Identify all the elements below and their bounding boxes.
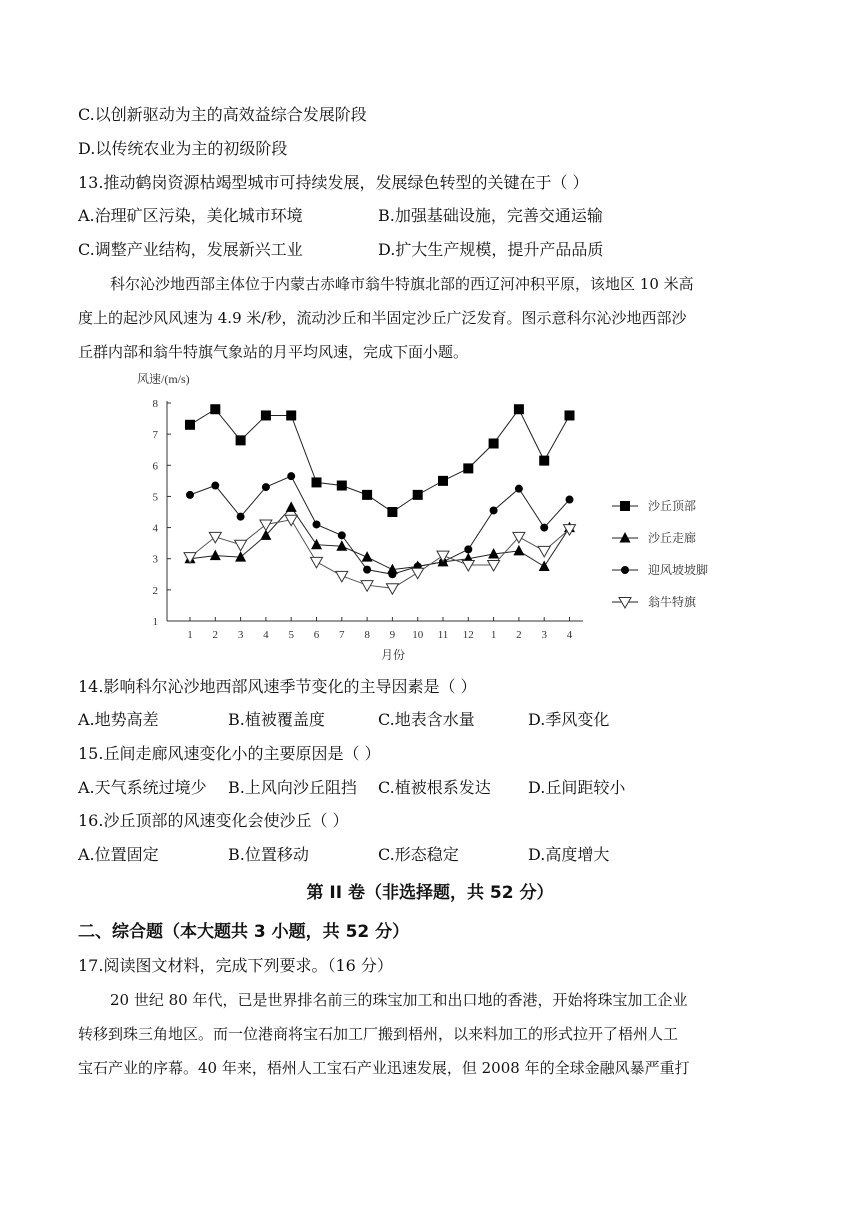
series-1-point xyxy=(210,404,220,414)
x-tick-label: 1 xyxy=(187,629,193,641)
q13-option-d: D.扩大生产规模，提升产品品质 xyxy=(378,240,604,259)
series-3-point xyxy=(313,520,321,528)
legend-label: 迎风坡坡脚 xyxy=(648,563,709,577)
y-axis-label: 风速/(m/s) xyxy=(137,372,190,386)
y-tick-label: 4 xyxy=(152,522,158,535)
series-2-point xyxy=(539,561,550,572)
q15-option-a: A.天气系统过境少 xyxy=(78,778,207,797)
q14-option-a: A.地势高差 xyxy=(78,710,159,729)
series-3-point xyxy=(540,524,548,532)
series-1-point xyxy=(413,490,423,500)
series-3-point xyxy=(515,485,523,493)
series-2-point xyxy=(513,545,524,556)
x-tick-label: 1 xyxy=(490,629,497,641)
x-tick-label: 4 xyxy=(263,629,269,641)
q13-option-b: B.加强基础设施，完善交通运输 xyxy=(378,206,603,225)
series-1-point xyxy=(236,435,246,445)
series-1-point xyxy=(489,438,499,448)
x-tick-label: 4 xyxy=(566,629,573,641)
series-2-point xyxy=(336,540,347,551)
passage-line-3: 丘群内部和翁牛特旗气象站的月平均风速，完成下面小题。 xyxy=(78,343,469,361)
q17-line-1: 20 世纪 80 年代，已是世界排名前三的珠宝加工和出口地的香港，开始将珠宝加工企业 xyxy=(110,991,688,1009)
q15-option-d: D.丘间距较小 xyxy=(528,778,626,797)
series-4-point xyxy=(209,532,221,543)
q16-option-a: A.位置固定 xyxy=(78,845,159,864)
series-4-point xyxy=(311,557,323,568)
legend-marker xyxy=(620,532,631,543)
series-line-3 xyxy=(190,476,570,574)
x-tick-label: 10 xyxy=(412,629,424,641)
series-1-point xyxy=(514,404,524,414)
series-2-point xyxy=(311,539,322,550)
q12-option-d: D.以传统农业为主的初级阶段 xyxy=(78,139,288,158)
x-tick-label: 7 xyxy=(339,629,345,641)
y-tick-label: 6 xyxy=(152,460,158,473)
q13-option-a: A.治理矿区污染，美化城市环境 xyxy=(78,206,303,225)
x-tick-label: 11 xyxy=(437,629,449,641)
q17-line-2: 转移到珠三角地区。而一位港商将宝石加工厂搬到梧州，以来料加工的形式拉开了梧州人工 xyxy=(78,1025,679,1043)
q14-option-d: D.季风变化 xyxy=(528,710,610,729)
series-1-point xyxy=(337,481,347,491)
series-1-point xyxy=(185,420,195,430)
q16-stem: 16.沙丘顶部的风速变化会使沙丘（ ） xyxy=(78,811,349,830)
series-2-point xyxy=(235,551,246,562)
y-tick-label: 1 xyxy=(152,616,158,628)
q12-option-c: C.以创新驱动为主的高效益综合发展阶段 xyxy=(78,105,367,124)
series-1-point xyxy=(539,456,549,466)
series-3-point xyxy=(490,506,498,514)
q17-stem: 17.阅读图文材料，完成下列要求。（16 分） xyxy=(78,956,393,975)
y-tick-label: 5 xyxy=(152,491,158,504)
series-4-point xyxy=(488,560,500,571)
x-tick-label: 3 xyxy=(541,629,547,641)
series-3-point xyxy=(186,491,194,499)
x-axis-label: 月份 xyxy=(380,648,406,662)
legend-label: 沙丘顶部 xyxy=(648,499,697,513)
series-4-point xyxy=(336,571,348,582)
series-line-2 xyxy=(190,507,570,569)
q15-option-c: C.植被根系发达 xyxy=(378,778,491,797)
series-4-point xyxy=(462,560,474,571)
legend-marker xyxy=(620,501,630,511)
series-1-point xyxy=(387,507,397,517)
series-4-point xyxy=(235,540,247,551)
series-3-point xyxy=(464,545,472,553)
series-3-point xyxy=(338,531,346,539)
y-tick-label: 8 xyxy=(152,398,158,410)
x-tick-label: 9 xyxy=(389,629,396,641)
x-tick-label: 12 xyxy=(462,629,474,641)
series-1-point xyxy=(312,477,322,487)
series-3-point xyxy=(388,570,396,578)
series-3-point xyxy=(566,496,574,504)
part-2-title: 第 II 卷（非选择题，共 52 分） xyxy=(306,883,554,903)
series-2-point xyxy=(210,550,221,561)
legend-label: 沙丘走廊 xyxy=(648,531,697,545)
series-3-point xyxy=(211,482,219,490)
series-1-point xyxy=(463,463,473,473)
x-tick-label: 5 xyxy=(288,629,294,641)
series-3-point xyxy=(287,472,295,480)
series-1-point xyxy=(438,476,448,486)
x-tick-label: 2 xyxy=(212,629,219,641)
q14-stem: 14.影响科尔沁沙地西部风速季节变化的主导因素是（ ） xyxy=(78,677,477,696)
q14-option-b: B.植被覆盖度 xyxy=(228,710,325,729)
x-tick-label: 8 xyxy=(364,629,370,641)
x-tick-label: 6 xyxy=(313,629,320,641)
x-tick-label: 2 xyxy=(516,629,522,641)
q16-option-b: B.位置移动 xyxy=(228,845,309,864)
series-line-1 xyxy=(190,409,570,512)
legend-marker xyxy=(621,566,629,574)
series-4-point xyxy=(386,584,398,595)
series-2-point xyxy=(362,551,373,562)
q14-option-c: C.地表含水量 xyxy=(378,710,475,729)
series-3-point xyxy=(363,566,371,574)
q15-stem: 15.丘间走廊风速变化小的主要原因是（ ） xyxy=(78,744,381,763)
y-tick-label: 7 xyxy=(152,429,158,442)
legend-label: 翁牛特旗 xyxy=(648,595,697,609)
q16-option-c: C.形态稳定 xyxy=(378,845,459,864)
series-3-point xyxy=(237,513,245,521)
q17-line-3: 宝石产业的序幕。40 年来，梧州人工宝石产业迅速发展，但 2008 年的全球金融风暴严重打 xyxy=(78,1059,690,1077)
passage-line-2: 度上的起沙风风速为 4.9 米/秒，流动沙丘和半固定沙丘广泛发育。图示意科尔沁沙地西部沙 xyxy=(78,309,687,327)
series-3-point xyxy=(262,483,270,491)
q13-stem: 13.推动鹤岗资源枯竭型城市可持续发展，发展绿色转型的关键在于（ ） xyxy=(78,173,589,192)
legend-marker xyxy=(619,598,631,609)
passage-line-1: 科尔沁沙地西部主体位于内蒙古赤峰市翁牛特旗北部的西辽河冲积平原，该地区 10 米高 xyxy=(110,275,694,293)
q16-option-d: D.高度增大 xyxy=(528,845,610,864)
q15-option-b: B.上风向沙丘阻挡 xyxy=(228,778,357,797)
q13-option-c: C.调整产业结构，发展新兴工业 xyxy=(78,240,303,259)
y-tick-label: 3 xyxy=(152,553,158,566)
wind-speed-chart xyxy=(120,368,740,668)
series-1-point xyxy=(362,490,372,500)
section-2-title: 二、综合题（本大题共 3 小题，共 52 分） xyxy=(78,922,410,942)
series-1-point xyxy=(286,410,296,420)
y-tick-label: 2 xyxy=(152,584,158,597)
series-1-point xyxy=(261,410,271,420)
series-1-point xyxy=(565,410,575,420)
series-2-point xyxy=(286,501,297,512)
series-4-point xyxy=(538,546,550,557)
series-line-4 xyxy=(190,520,570,589)
series-4-point xyxy=(260,520,272,531)
series-4-point xyxy=(412,568,424,579)
x-tick-label: 3 xyxy=(237,629,244,641)
